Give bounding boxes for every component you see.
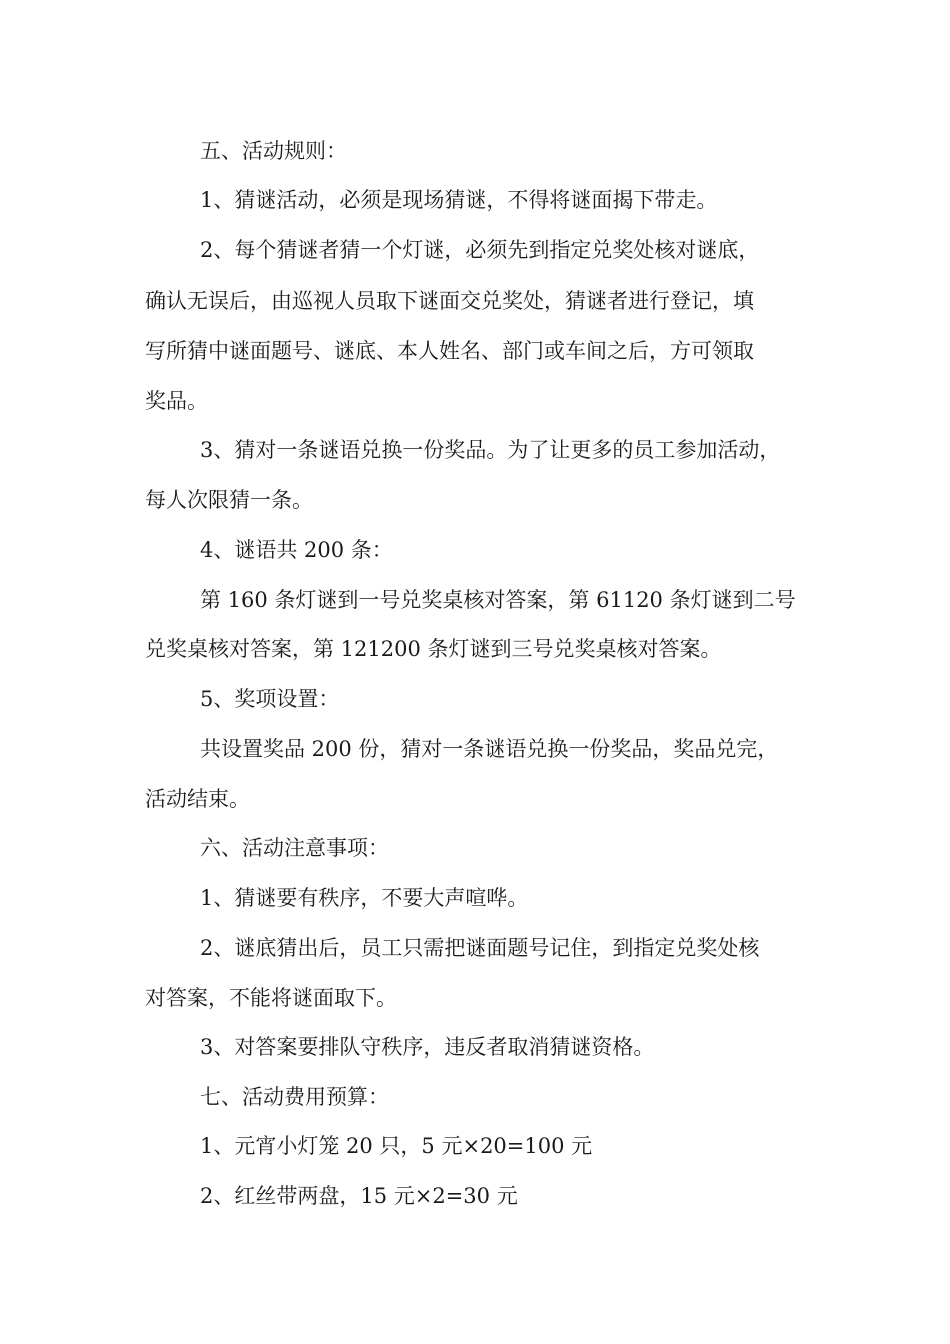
paragraph-line: 每人次限猜一条。 — [145, 488, 313, 512]
paragraph-line: 第 160 条灯谜到一号兑奖桌核对答案，第 61120 条灯谜到二号 — [200, 588, 796, 612]
paragraph-line: 3、猜对一条谜语兑换一份奖品。为了让更多的员工参加活动， — [200, 438, 781, 462]
paragraph-line: 活动结束。 — [145, 787, 250, 811]
paragraph-line: 3、对答案要排队守秩序，违反者取消猜谜资格。 — [200, 1035, 655, 1059]
section-heading-rules: 五、活动规则： — [200, 139, 347, 163]
paragraph-line: 5、奖项设置： — [200, 687, 340, 711]
paragraph-line: 奖品。 — [145, 389, 208, 413]
paragraph-line: 确认无误后，由巡视人员取下谜面交兑奖处，猜谜者进行登记，填 — [145, 289, 754, 313]
paragraph-line: 2、每个猜谜者猜一个灯谜，必须先到指定兑奖处核对谜底， — [200, 238, 760, 262]
section-heading-notes: 六、活动注意事项： — [200, 836, 389, 860]
paragraph-line: 对答案，不能将谜面取下。 — [145, 986, 397, 1010]
paragraph-line: 1、猜谜活动，必须是现场猜谜，不得将谜面揭下带走。 — [200, 188, 718, 212]
paragraph-line: 2、谜底猜出后，员工只需把谜面题号记住，到指定兑奖处核 — [200, 936, 760, 960]
paragraph-line: 4、谜语共 200 条： — [200, 538, 393, 562]
paragraph-line: 1、元宵小灯笼 20 只，5 元×20=100 元 — [200, 1134, 593, 1158]
paragraph-line: 写所猜中谜面题号、谜底、本人姓名、部门或车间之后，方可领取 — [145, 339, 754, 363]
paragraph-line: 1、猜谜要有秩序，不要大声喧哗。 — [200, 886, 529, 910]
paragraph-line: 2、红丝带两盘，15 元×2=30 元 — [200, 1184, 518, 1208]
section-heading-budget: 七、活动费用预算： — [200, 1085, 389, 1109]
paragraph-line: 兑奖桌核对答案，第 121200 条灯谜到三号兑奖桌核对答案。 — [145, 637, 722, 661]
paragraph-line: 共设置奖品 200 份，猜对一条谜语兑换一份奖品，奖品兑完， — [200, 737, 779, 761]
